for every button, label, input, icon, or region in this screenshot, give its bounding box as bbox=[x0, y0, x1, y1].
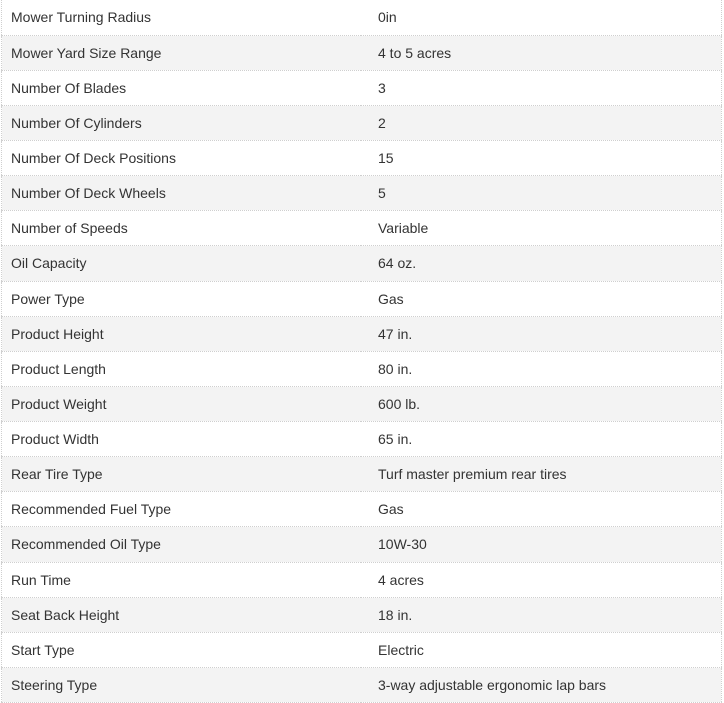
spec-name: Number Of Deck Positions bbox=[11, 150, 176, 167]
spec-name: Run Time bbox=[11, 571, 71, 588]
spec-row-recommended-oil-type bbox=[2, 527, 722, 562]
spec-value: Variable bbox=[378, 220, 429, 237]
spec-row-number-of-blades bbox=[2, 70, 722, 105]
spec-value: Turf master premium rear tires bbox=[378, 466, 567, 483]
spec-value: 65 in. bbox=[378, 431, 413, 448]
spec-value: 0in bbox=[378, 9, 397, 26]
spec-name: Product Weight bbox=[11, 395, 107, 412]
spec-row-number-of-speeds bbox=[2, 211, 722, 246]
spec-name: Number Of Cylinders bbox=[11, 114, 142, 131]
spec-name: Rear Tire Type bbox=[11, 466, 103, 483]
spec-name: Number of Speeds bbox=[11, 220, 128, 237]
spec-row-run-time bbox=[2, 562, 722, 597]
spec-row-mower-turning-radius bbox=[2, 0, 722, 35]
spec-row-seat-back-height bbox=[2, 597, 722, 632]
spec-row-recommended-fuel-type bbox=[2, 492, 722, 527]
spec-value: 80 in. bbox=[378, 360, 413, 377]
spec-row-number-of-deck-positions bbox=[2, 141, 722, 176]
spec-value: 3 bbox=[378, 79, 386, 96]
spec-row-power-type bbox=[2, 281, 722, 316]
specifications-table-body bbox=[2, 0, 722, 703]
spec-value: 15 bbox=[378, 150, 394, 167]
spec-name: Start Type bbox=[11, 641, 75, 658]
spec-name: Seat Back Height bbox=[11, 606, 120, 623]
spec-row-rear-tire-type bbox=[2, 457, 722, 492]
spec-value: 4 to 5 acres bbox=[378, 44, 452, 61]
spec-row-start-type bbox=[2, 632, 722, 667]
spec-row-product-width bbox=[2, 422, 722, 457]
spec-name: Recommended Fuel Type bbox=[11, 501, 172, 518]
spec-row-number-of-cylinders bbox=[2, 105, 722, 140]
spec-name: Product Length bbox=[11, 360, 106, 377]
spec-row-number-of-deck-wheels bbox=[2, 176, 722, 211]
spec-name: Steering Type bbox=[11, 676, 98, 693]
spec-value: 3-way adjustable ergonomic lap bars bbox=[378, 676, 607, 693]
specifications-table bbox=[1, 0, 722, 703]
spec-row-mower-yard-size-range bbox=[2, 35, 722, 70]
spec-value: 4 acres bbox=[378, 571, 424, 588]
spec-row-oil-capacity bbox=[2, 246, 722, 281]
spec-value: 64 oz. bbox=[378, 255, 417, 272]
spec-row-product-height bbox=[2, 316, 722, 351]
spec-name: Product Height bbox=[11, 325, 104, 342]
spec-row-product-length bbox=[2, 351, 722, 386]
spec-name: Mower Yard Size Range bbox=[11, 44, 162, 61]
spec-row-product-weight bbox=[2, 386, 722, 421]
spec-name: Power Type bbox=[11, 290, 85, 307]
spec-name: Oil Capacity bbox=[11, 255, 87, 272]
spec-value: 5 bbox=[378, 185, 386, 202]
spec-value: Electric bbox=[378, 641, 424, 658]
spec-value: 18 in. bbox=[378, 606, 413, 623]
spec-name: Mower Turning Radius bbox=[11, 9, 152, 26]
spec-name: Product Width bbox=[11, 431, 99, 448]
spec-value: 47 in. bbox=[378, 325, 413, 342]
spec-value: Gas bbox=[378, 290, 404, 307]
spec-value: 10W-30 bbox=[378, 536, 427, 553]
spec-value: 2 bbox=[378, 114, 386, 131]
spec-value: Gas bbox=[378, 501, 404, 518]
spec-row-steering-type bbox=[2, 667, 722, 702]
spec-name: Number Of Deck Wheels bbox=[11, 185, 166, 202]
spec-name: Number Of Blades bbox=[11, 79, 127, 96]
spec-name: Recommended Oil Type bbox=[11, 536, 161, 553]
spec-value: 600 lb. bbox=[378, 395, 421, 412]
